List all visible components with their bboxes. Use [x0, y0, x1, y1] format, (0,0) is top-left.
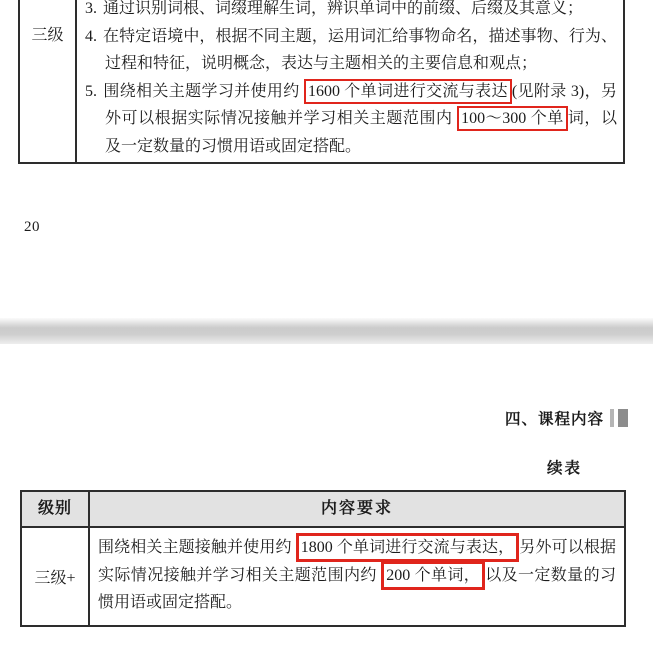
list-item-5: [85, 78, 617, 161]
level-cell: 三级+: [22, 528, 90, 625]
table-header-row: [22, 492, 624, 528]
highlight-box-1800-words: 1800 个单词进行交流与表达，: [296, 533, 520, 562]
requirement-text: 围绕相关主题接触并使用约: [98, 539, 296, 556]
list-item-3: [85, 0, 617, 23]
continued-table-label: 续表: [547, 460, 583, 477]
list-item-text: 通过识别词根、词缀理解生词，辨识单词中的前缀、后缀及其意义；: [103, 0, 584, 17]
page-gap-separator: [0, 318, 653, 344]
list-item-marker: 5.: [85, 82, 97, 100]
highlight-box-100-300-words: 100～300 个单: [457, 106, 568, 131]
list-item-text: 词，以及一定数量的习惯用语或固定搭配。: [105, 110, 617, 155]
section-marker-thick-bar-icon: [618, 409, 628, 427]
vocabulary-table-level3plus: [20, 490, 626, 627]
section-title: 四、课程内容: [504, 411, 604, 428]
page-number: 20: [24, 219, 40, 235]
requirements-column: [77, 0, 623, 162]
list-item-text: 围绕相关主题学习并使用约: [103, 82, 304, 100]
level-column: [20, 0, 77, 162]
requirement-cell: [90, 528, 624, 625]
table-row: [22, 528, 624, 625]
header-cell-level: 级别: [22, 492, 90, 526]
level-label: 三级: [31, 27, 64, 44]
list-item-text: 在特定语境中，根据不同主题，运用词汇给事物命名，描述事物、行为、过程和特征，说明概念，表达与主题相关的主要信息和观点；: [103, 27, 617, 72]
highlight-box-1600-words: 1600 个单词进行交流与表达: [304, 79, 512, 104]
requirements-list: [85, 0, 617, 160]
list-item-marker: 4.: [85, 27, 97, 45]
vocabulary-table-level3: [18, 0, 625, 164]
highlight-box-200-words: 200 个单词，: [381, 561, 485, 590]
list-item-text: (见附录 3)，另外可以根据实际情况接触并学习相关主题范围内: [105, 82, 617, 127]
header-cell-requirement: 内容要求: [320, 500, 393, 517]
requirement-text: 以及一定数量的习惯用语或固定搭配。: [98, 566, 616, 611]
section-marker-thin-bar-icon: [610, 409, 614, 427]
requirement-text: 另外可以根据实际情况接触并学习相关主题范围内约: [98, 539, 616, 584]
list-item-4: [85, 23, 617, 78]
section-header: [505, 407, 628, 429]
list-item-marker: 3.: [85, 0, 97, 17]
